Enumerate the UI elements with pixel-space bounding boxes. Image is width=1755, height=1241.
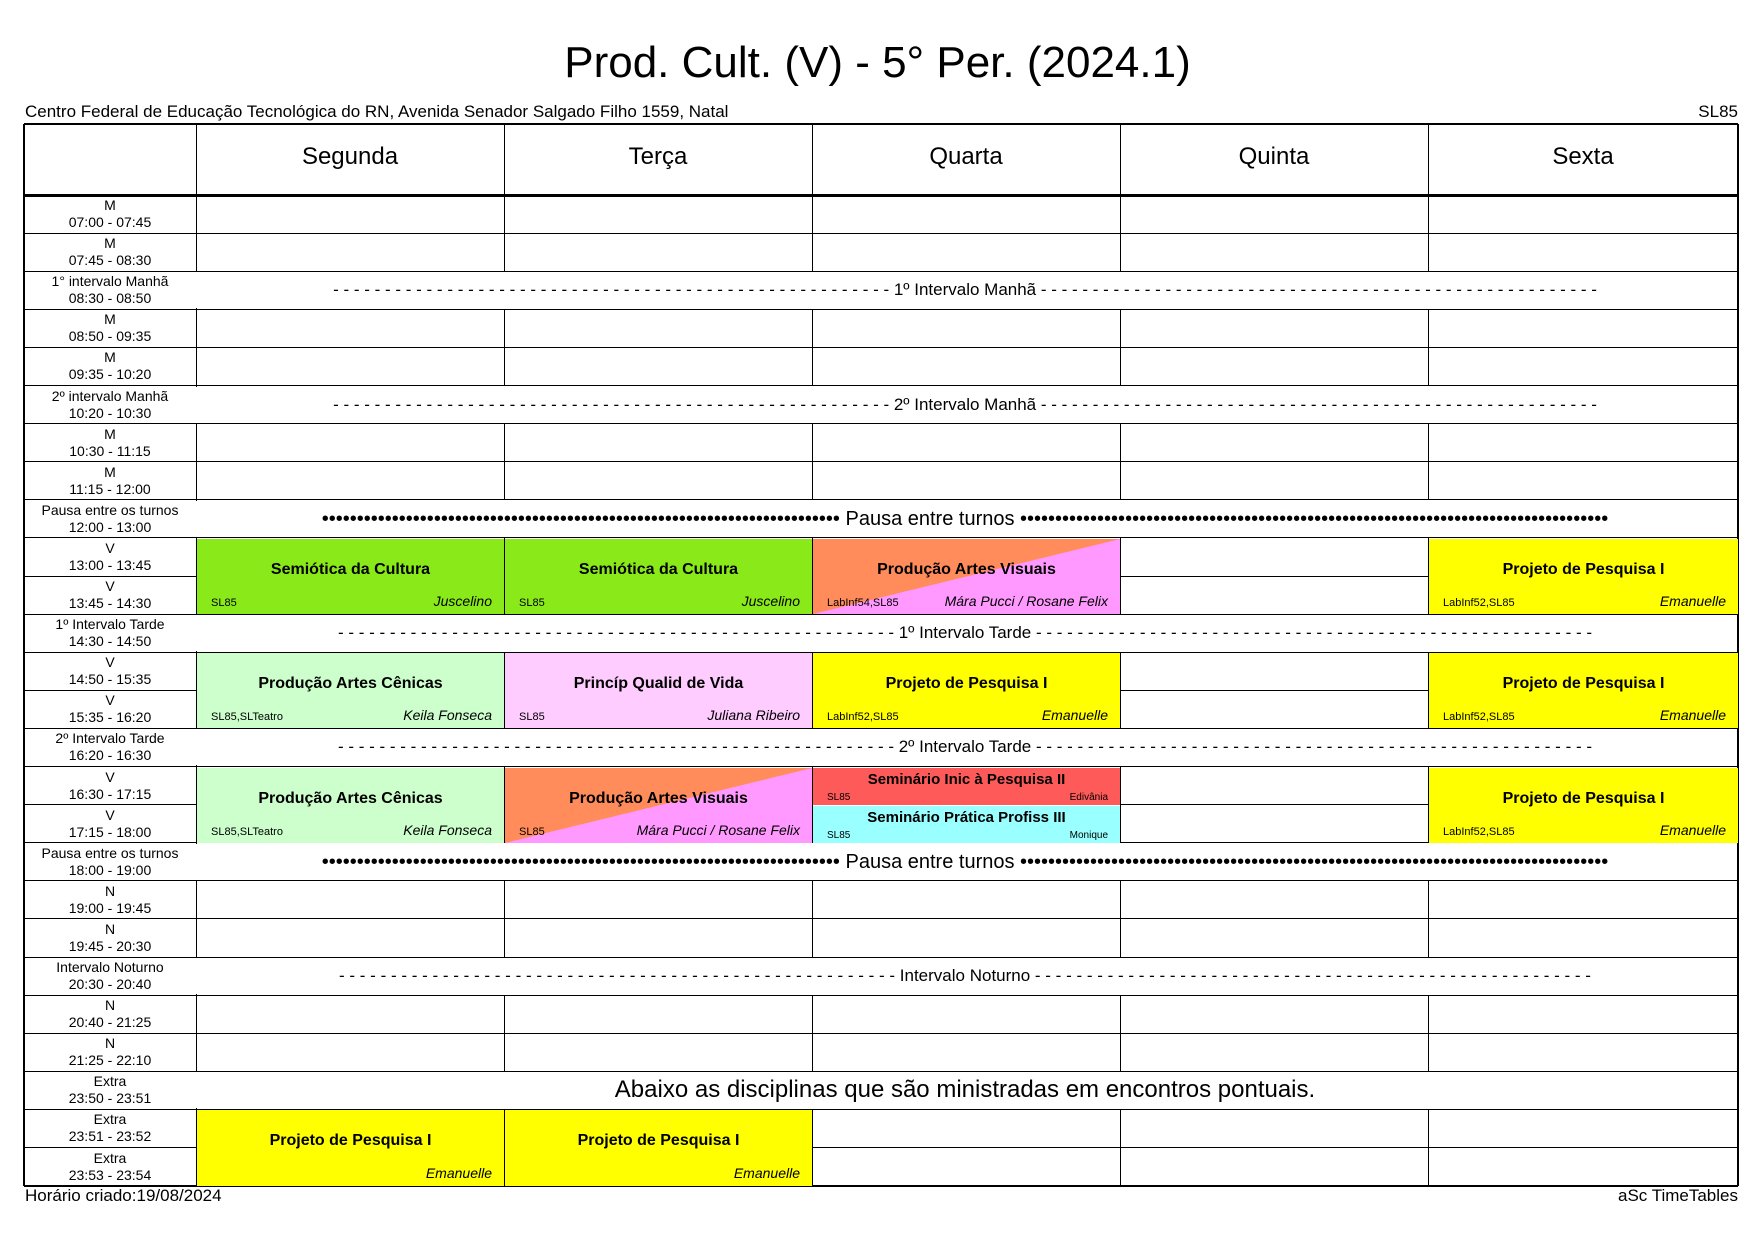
lesson-card[interactable] bbox=[505, 653, 812, 728]
grid-line bbox=[1428, 462, 1429, 500]
school-address: Centro Federal de Educação Tecnológica do RN, Avenida Senador Salgado Filho 1559, Natal bbox=[25, 102, 729, 121]
period-label bbox=[26, 654, 194, 688]
lesson-teacher: Juscelino bbox=[741, 593, 800, 610]
grid-line bbox=[24, 880, 1738, 881]
page-title: Prod. Cult. (V) - 5° Per. (2024.1) bbox=[564, 38, 1191, 87]
period-label bbox=[26, 616, 194, 650]
period-name: N bbox=[104, 882, 116, 899]
grid-line bbox=[1120, 1033, 1121, 1071]
period-time: 08:30 - 08:50 bbox=[68, 290, 152, 307]
lesson-teacher: Emanuelle bbox=[425, 1164, 492, 1181]
period-label bbox=[26, 1073, 194, 1107]
day-header: Quinta bbox=[1238, 143, 1310, 170]
period-name: Extra bbox=[93, 1073, 127, 1090]
period-time: 13:45 - 14:30 bbox=[68, 595, 152, 611]
lesson-card[interactable] bbox=[505, 539, 812, 614]
grid-line bbox=[24, 461, 1738, 462]
lesson-subject: Projeto de Pesquisa I bbox=[1502, 789, 1665, 807]
lesson-subject: Projeto de Pesquisa I bbox=[1502, 675, 1665, 693]
grid-line bbox=[812, 424, 813, 462]
lesson-room: SL85 bbox=[211, 597, 237, 610]
grid-line bbox=[196, 424, 197, 462]
period-name: V bbox=[105, 692, 115, 709]
lesson-teacher: Emanuelle bbox=[1041, 707, 1108, 724]
grid-line bbox=[1428, 919, 1429, 957]
grid-line bbox=[812, 195, 813, 233]
period-label bbox=[26, 959, 194, 993]
grid-line bbox=[1428, 1109, 1429, 1147]
grid-line bbox=[1120, 881, 1121, 919]
break-band: •••••••••••••••••••••••••••••••••••••••••••••••••••••••••••••••••••••••••• Pausa entre turnos •••••••••••••••••••••••••••••••••••••••••••••••••••••••••••••••••••••••••••••••••••• bbox=[196, 844, 1734, 880]
period-time: 17:15 - 18:00 bbox=[68, 823, 152, 840]
grid-line bbox=[1120, 195, 1121, 233]
grid-line bbox=[504, 881, 505, 919]
lesson-card[interactable] bbox=[1429, 653, 1738, 728]
grid-line bbox=[1120, 462, 1121, 500]
lesson-room: SL85 bbox=[827, 791, 851, 803]
grid-line bbox=[24, 309, 1738, 310]
grid-line bbox=[196, 309, 197, 347]
lesson-room: SL85,SLTeatro bbox=[211, 711, 283, 724]
period-label bbox=[26, 730, 194, 764]
grid-line bbox=[504, 195, 505, 233]
lesson-card[interactable] bbox=[813, 806, 1120, 843]
period-name: M bbox=[104, 311, 116, 328]
grid-line bbox=[1428, 195, 1429, 233]
period-name: 1° intervalo Manhã bbox=[51, 273, 169, 290]
lesson-room: SL85 bbox=[519, 597, 545, 610]
period-time: 16:20 - 16:30 bbox=[68, 747, 152, 764]
lesson-teacher: Edivânia bbox=[1069, 791, 1108, 803]
lesson-teacher: Emanuelle bbox=[733, 1164, 800, 1181]
lesson-card[interactable] bbox=[505, 768, 812, 843]
period-time: 19:45 - 20:30 bbox=[68, 937, 152, 954]
lesson-subject: Semiótica da Cultura bbox=[578, 560, 739, 578]
period-name: V bbox=[105, 806, 115, 823]
period-label bbox=[26, 349, 194, 383]
period-label bbox=[26, 845, 194, 879]
lesson-card[interactable] bbox=[813, 539, 1120, 614]
lesson-subject: Seminário Prática Profiss III bbox=[867, 808, 1066, 826]
lesson-card[interactable] bbox=[813, 768, 1120, 805]
period-name: Pausa entre os turnos bbox=[41, 844, 179, 861]
period-time: 10:20 - 10:30 bbox=[68, 404, 152, 421]
period-name: M bbox=[104, 463, 116, 480]
lesson-card[interactable] bbox=[1429, 539, 1738, 614]
period-name: M bbox=[104, 349, 116, 366]
period-name: N bbox=[104, 1035, 116, 1052]
period-time: 08:50 - 09:35 bbox=[68, 328, 152, 345]
grid-line bbox=[196, 195, 197, 233]
grid-line bbox=[24, 995, 1738, 996]
lesson-subject: Semiótica da Cultura bbox=[270, 560, 431, 578]
grid-line bbox=[1428, 124, 1429, 195]
grid-line bbox=[24, 347, 1738, 348]
period-time: 23:50 - 23:51 bbox=[68, 1090, 152, 1107]
grid-line bbox=[23, 124, 25, 1186]
period-time: 13:00 - 13:45 bbox=[68, 556, 152, 573]
lesson-card[interactable] bbox=[197, 1110, 504, 1185]
grid-line bbox=[1428, 1033, 1429, 1071]
break-band: - - - - - - - - - - - - - - - - - - - - - - - - - - - - - - - - - - - - - - - - - - - - - - - - - - - - - - 1º Intervalo Manhã - - - - - - - - - - - - - - - - - - - - - - - - - - - - - - - - - - - - - - - - - - - - - - - - - - - - - - bbox=[196, 272, 1734, 308]
grid-line bbox=[504, 309, 505, 347]
grid-line bbox=[812, 233, 813, 271]
period-label bbox=[26, 1150, 194, 1184]
period-time: 23:53 - 23:54 bbox=[68, 1166, 152, 1183]
lesson-card[interactable] bbox=[197, 653, 504, 728]
lesson-card[interactable] bbox=[197, 768, 504, 843]
period-name: Extra bbox=[93, 1149, 127, 1166]
period-name: Extra bbox=[93, 1111, 127, 1128]
lesson-subject: Produção Artes Visuais bbox=[569, 789, 748, 807]
grid-line bbox=[1428, 424, 1429, 462]
grid-line bbox=[1428, 347, 1429, 385]
grid-line bbox=[812, 124, 813, 195]
period-time: 10:30 - 11:15 bbox=[69, 442, 151, 459]
period-label bbox=[26, 769, 194, 803]
period-time: 20:30 - 20:40 bbox=[68, 976, 152, 992]
grid-line bbox=[1120, 1148, 1121, 1186]
lesson-subject: Projeto de Pesquisa I bbox=[1502, 560, 1665, 578]
lesson-room: SL85,SLTeatro bbox=[211, 825, 283, 838]
period-name: V bbox=[105, 654, 115, 671]
grid-line bbox=[24, 918, 1738, 919]
break-band: •••••••••••••••••••••••••••••••••••••••••••••••••••••••••••••••••••••••••• Pausa entre turnos •••••••••••••••••••••••••••••••••••••••••••••••••••••••••••••••••••••••••••••••••••• bbox=[196, 501, 1734, 537]
period-label bbox=[26, 273, 194, 307]
period-name: M bbox=[104, 197, 116, 213]
period-label bbox=[26, 692, 194, 726]
grid-line bbox=[196, 995, 197, 1033]
grid-line bbox=[1120, 347, 1121, 385]
grid-line bbox=[24, 233, 1738, 234]
period-label bbox=[26, 883, 194, 917]
lesson-card[interactable] bbox=[813, 653, 1120, 728]
grid-line bbox=[24, 194, 1738, 197]
grid-line bbox=[1428, 309, 1429, 347]
grid-line bbox=[1120, 1109, 1121, 1147]
period-label bbox=[26, 578, 194, 612]
lesson-room: LabInf54,SL85 bbox=[827, 597, 899, 610]
period-label bbox=[26, 197, 194, 231]
grid-line bbox=[1120, 309, 1121, 347]
lesson-subject: Produção Artes Cênicas bbox=[258, 675, 443, 693]
period-time: 14:50 - 15:35 bbox=[68, 671, 152, 688]
period-label bbox=[26, 1111, 194, 1145]
period-name: 2º intervalo Manhã bbox=[51, 387, 169, 404]
lesson-room: LabInf52,SL85 bbox=[1443, 825, 1515, 838]
period-name: N bbox=[104, 997, 116, 1014]
grid-line bbox=[504, 1033, 505, 1071]
period-label bbox=[26, 502, 194, 536]
lesson-room: SL85 bbox=[827, 829, 851, 841]
grid-line bbox=[812, 462, 813, 500]
period-time: 11:15 - 12:00 bbox=[69, 480, 151, 497]
grid-line bbox=[504, 995, 505, 1033]
app-credit: aSc TimeTables bbox=[1618, 1186, 1738, 1205]
day-header: Terça bbox=[628, 143, 688, 170]
grid-line bbox=[24, 123, 1738, 125]
grid-line bbox=[196, 1033, 197, 1071]
lesson-teacher: Emanuelle bbox=[1659, 593, 1726, 610]
break-band: - - - - - - - - - - - - - - - - - - - - - - - - - - - - - - - - - - - - - - - - - - - - - - - - - - - - - - 1º Intervalo Tarde - - - - - - - - - - - - - - - - - - - - - - - - - - - - - - - - - - - - - - - - - - - - - - - - - - - - - - bbox=[196, 615, 1734, 651]
grid-line bbox=[812, 309, 813, 347]
lesson-card[interactable] bbox=[1429, 768, 1738, 843]
lesson-teacher: Keila Fonseca bbox=[403, 707, 492, 724]
lesson-teacher: Monique bbox=[1069, 829, 1108, 841]
day-header: Quarta bbox=[929, 143, 1003, 170]
grid-line bbox=[1120, 233, 1121, 271]
grid-line bbox=[196, 347, 197, 385]
grid-line bbox=[196, 919, 197, 957]
grid-line bbox=[196, 462, 197, 500]
grid-line bbox=[812, 881, 813, 919]
period-name: Intervalo Noturno bbox=[56, 959, 164, 975]
period-time: 07:00 - 07:45 bbox=[68, 214, 152, 230]
lesson-subject: Projeto de Pesquisa I bbox=[577, 1132, 740, 1150]
break-band: - - - - - - - - - - - - - - - - - - - - - - - - - - - - - - - - - - - - - - - - - - - - - - - - - - - - - - Intervalo Noturno - - - - - - - - - - - - - - - - - - - - - - - - - - - - - - - - - - - - - - - - - - - - - - - - - - - - - - bbox=[196, 958, 1734, 994]
grid-line bbox=[812, 1033, 813, 1071]
period-time: 12:00 - 13:00 bbox=[68, 518, 152, 535]
lesson-room: SL85 bbox=[519, 711, 545, 724]
grid-line bbox=[196, 233, 197, 271]
lesson-card[interactable] bbox=[197, 539, 504, 614]
lesson-teacher: Keila Fonseca bbox=[403, 821, 492, 838]
lesson-teacher: Emanuelle bbox=[1659, 707, 1726, 724]
grid-line bbox=[196, 124, 197, 195]
period-name: N bbox=[104, 920, 116, 937]
period-name: 2º Intervalo Tarde bbox=[55, 730, 165, 747]
grid-line bbox=[812, 347, 813, 385]
period-label bbox=[26, 235, 194, 269]
period-time: 15:35 - 16:20 bbox=[68, 709, 152, 726]
lesson-subject: Princíp Qualid de Vida bbox=[573, 675, 744, 693]
grid-line bbox=[1120, 995, 1121, 1033]
grid-line bbox=[1428, 1148, 1429, 1186]
grid-line bbox=[24, 1033, 1738, 1034]
grid-line bbox=[504, 124, 505, 195]
period-name: M bbox=[104, 235, 116, 252]
period-label bbox=[26, 997, 194, 1031]
lesson-teacher: Mára Pucci / Rosane Felix bbox=[636, 821, 800, 838]
lesson-teacher: Juscelino bbox=[433, 593, 492, 610]
grid-line bbox=[504, 919, 505, 957]
lesson-room: LabInf52,SL85 bbox=[827, 711, 899, 724]
period-time: 23:51 - 23:52 bbox=[68, 1128, 152, 1145]
period-label bbox=[26, 388, 194, 422]
grid-line bbox=[1428, 233, 1429, 271]
lesson-subject: Produção Artes Cênicas bbox=[258, 789, 443, 807]
period-label bbox=[26, 1035, 194, 1069]
grid-line bbox=[812, 995, 813, 1033]
grid-line bbox=[504, 233, 505, 271]
period-name: M bbox=[104, 425, 116, 442]
period-name: Pausa entre os turnos bbox=[41, 501, 179, 518]
period-label bbox=[26, 540, 194, 574]
break-band: - - - - - - - - - - - - - - - - - - - - - - - - - - - - - - - - - - - - - - - - - - - - - - - - - - - - - - 2º Intervalo Manhã - - - - - - - - - - - - - - - - - - - - - - - - - - - - - - - - - - - - - - - - - - - - - - - - - - - - - - bbox=[196, 387, 1734, 423]
lesson-room: LabInf52,SL85 bbox=[1443, 711, 1515, 724]
period-name: V bbox=[105, 768, 115, 785]
period-time: 14:30 - 14:50 bbox=[68, 633, 152, 650]
period-label bbox=[26, 311, 194, 345]
period-label bbox=[26, 464, 194, 498]
lesson-subject: Projeto de Pesquisa I bbox=[269, 1132, 432, 1150]
lesson-teacher: Juliana Ribeiro bbox=[707, 707, 800, 724]
period-label bbox=[26, 807, 194, 841]
lesson-teacher: Mára Pucci / Rosane Felix bbox=[944, 593, 1108, 610]
grid-line bbox=[196, 881, 197, 919]
lesson-teacher: Emanuelle bbox=[1659, 821, 1726, 838]
grid-line bbox=[504, 424, 505, 462]
grid-line bbox=[504, 347, 505, 385]
period-name: V bbox=[105, 539, 115, 556]
break-band: Abaixo as disciplinas que são ministradas em encontros pontuais. bbox=[196, 1072, 1734, 1108]
day-header: Segunda bbox=[301, 143, 399, 170]
lesson-room: SL85 bbox=[519, 825, 545, 838]
lesson-subject: Seminário Inic à Pesquisa II bbox=[867, 770, 1066, 788]
day-header: Sexta bbox=[1552, 143, 1614, 170]
period-name: 1º Intervalo Tarde bbox=[55, 616, 165, 633]
period-time: 21:25 - 22:10 bbox=[68, 1052, 152, 1069]
period-time: 07:45 - 08:30 bbox=[68, 252, 152, 269]
period-time: 09:35 - 10:20 bbox=[68, 366, 152, 383]
grid-line bbox=[24, 423, 1738, 424]
lesson-subject: Produção Artes Visuais bbox=[877, 560, 1056, 578]
period-name: V bbox=[105, 578, 115, 594]
lesson-subject: Projeto de Pesquisa I bbox=[885, 675, 1048, 693]
grid-line bbox=[1120, 124, 1121, 195]
grid-line bbox=[1120, 424, 1121, 462]
grid-line bbox=[1428, 881, 1429, 919]
room-code: SL85 bbox=[1698, 102, 1738, 121]
period-time: 16:30 - 17:15 bbox=[68, 785, 152, 802]
grid-line bbox=[812, 919, 813, 957]
period-time: 18:00 - 19:00 bbox=[68, 861, 152, 878]
lesson-room: LabInf52,SL85 bbox=[1443, 597, 1515, 610]
period-time: 19:00 - 19:45 bbox=[68, 899, 152, 916]
period-time: 20:40 - 21:25 bbox=[68, 1014, 152, 1031]
created-date: Horário criado:19/08/2024 bbox=[25, 1186, 222, 1205]
period-label bbox=[26, 921, 194, 955]
grid-line bbox=[504, 462, 505, 500]
grid-line bbox=[1428, 995, 1429, 1033]
lesson-card[interactable] bbox=[505, 1110, 812, 1185]
grid-line bbox=[1120, 919, 1121, 957]
period-label bbox=[26, 426, 194, 460]
break-band: - - - - - - - - - - - - - - - - - - - - - - - - - - - - - - - - - - - - - - - - - - - - - - - - - - - - - - 2º Intervalo Tarde - - - - - - - - - - - - - - - - - - - - - - - - - - - - - - - - - - - - - - - - - - - - - - - - - - - - - - bbox=[196, 729, 1734, 765]
